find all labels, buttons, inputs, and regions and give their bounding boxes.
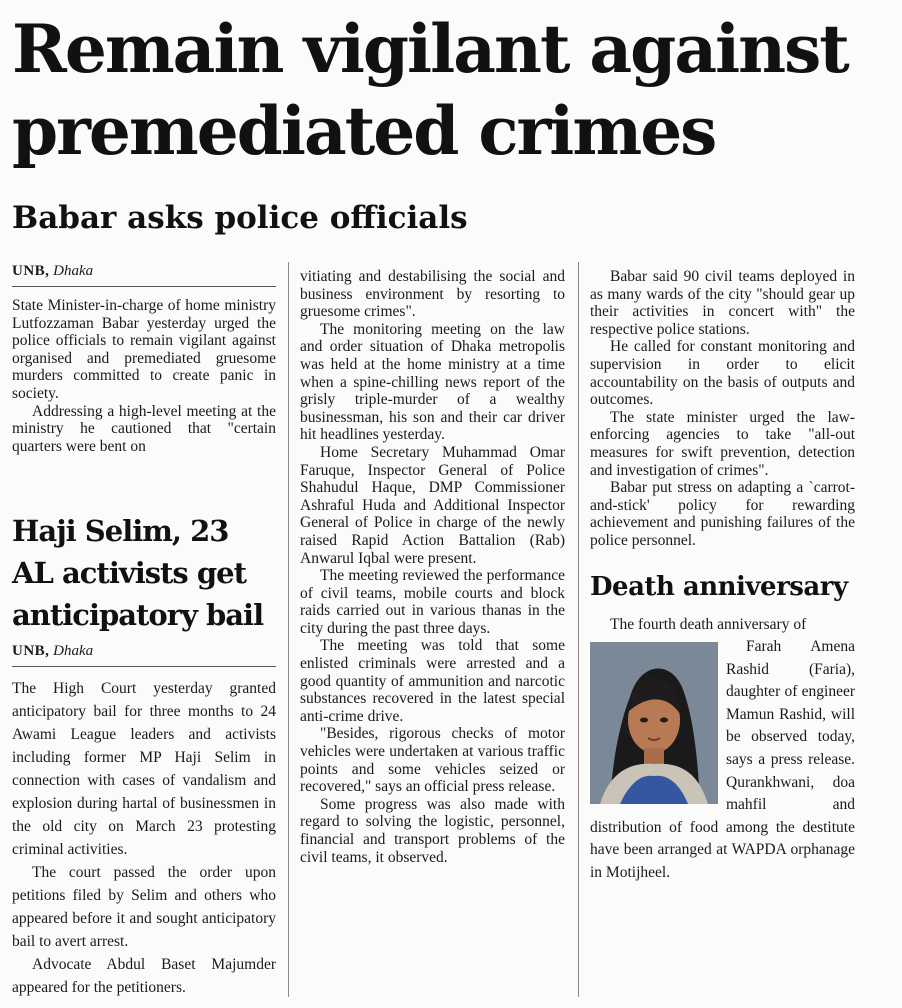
story1-paragraph: Some progress was also made with regard to solving the logistic, personnel, financial and transport problems of the civil teams, it observed. [300,795,565,866]
story1-place: Dhaka [53,263,94,279]
obituary-body: Farah Amena Rashid (Faria), daughter of engineer Mamun Rashid, will be observed today, says a press release. Qurankhwani, doa mahfil and distribution of food among the destitute have been arranged at WAPDA orphanage in Motijheel. [590,638,855,882]
headline-line-2: premediated crimes [12,92,716,170]
story2-headline: Haji Selim, 23 AL activists get anticipatory bail [12,514,264,632]
story2-byline [12,642,276,667]
story1-agency: UNB, [12,263,50,279]
story1-paragraph: He called for constant monitoring and supervision in order to elicit accountability on the basis of outputs and outcomes. [590,338,855,409]
portrait-illustration [590,642,718,804]
story1-byline [12,262,276,287]
obituary-lead: The fourth death anniversary of [610,615,807,633]
story1-paragraph: Babar put stress on adapting a `carrot-and-stick' policy for rewarding achievement and punishing failures of the police personnel. [590,479,855,549]
story1-paragraph: The meeting was told that some enlisted criminals were arrested and a good quantity of ammunition and narcotic substances recovered in the latest special anti-crime drive. [300,637,565,725]
story1-paragraph: Home Secretary Muhammad Omar Faruque, Inspector General of Police Shahudul Haque, DMP Commissioner Ashraful Huda and Additional Inspector General of Police in charge of the newly raised Rapid Action Battalion (Rab) Anwarul Iqbal were present. [300,443,565,567]
column-divider [288,262,289,997]
story1-column-3 [590,268,855,885]
story1-paragraph: The state minister urged the law-enforcing agencies to take "all-out measures for swift prevention, detection and investigation of crimes". [590,408,855,479]
story2-paragraph: The court passed the order upon petitions filed by Selim and others who appeared before it and sought anticipatory bail to avert arrest. [12,864,276,950]
column-divider [578,262,579,997]
story2-place: Dhaka [53,643,94,659]
obituary [590,614,855,885]
story1-paragraph: "Besides, rigorous checks of motor vehicles were undertaken at various traffic points and some vehicles seized or recovered," says an official press release. [300,725,565,796]
story1-paragraph: Babar said 90 civil teams deployed in as many wards of the city "should gear up their activities in concert with" the respective police stations. [590,268,855,338]
story2-paragraph: The High Court yesterday granted anticipatory bail for three months to 24 Awami League leaders and activists including former MP Haji Selim in connection with cases of vandalism and explosion during hartal of businessmen in the old city on March 23 protesting criminal activities. [12,680,276,858]
story1-column-2 [300,268,565,866]
story1-paragraph: vitiating and destabilising the social and business environment by resorting to gruesome crimes". [300,268,565,321]
story2-agency: UNB, [12,643,50,659]
story1-paragraph: State Minister-in-charge of home ministry Lutfozzaman Babar yesterday urged the police officials to remain vigilant against organised and premediated gruesome murders committed to create panic in society. [12,297,276,402]
obituary-headline: Death anniversary [590,571,848,602]
story2-paragraph: Advocate Abdul Baset Majumder appeared for the petitioners. [12,956,276,996]
portrait-photo [590,642,718,804]
headline-line-1: Remain vigilant against [12,10,848,88]
subheadline: Babar asks police officials [12,200,468,236]
story1-paragraph: Addressing a high-level meeting at the ministry he cautioned that "certain quarters were bent on [12,402,276,455]
story1-paragraph: The monitoring meeting on the law and order situation of Dhaka metropolis was held at the home ministry at a time when a spine-chilling news report of the grisly triple-murder of a wealthy businessman, his son and their car driver hit headlines yesterday. [300,320,565,444]
story2 [12,496,276,999]
story1-column-1 [12,262,276,455]
story1-paragraph: The meeting reviewed the performance of civil teams, mobile courts and block raids carried out in various thanas in the city during the past three days. [300,567,565,637]
main-headline [12,8,892,172]
